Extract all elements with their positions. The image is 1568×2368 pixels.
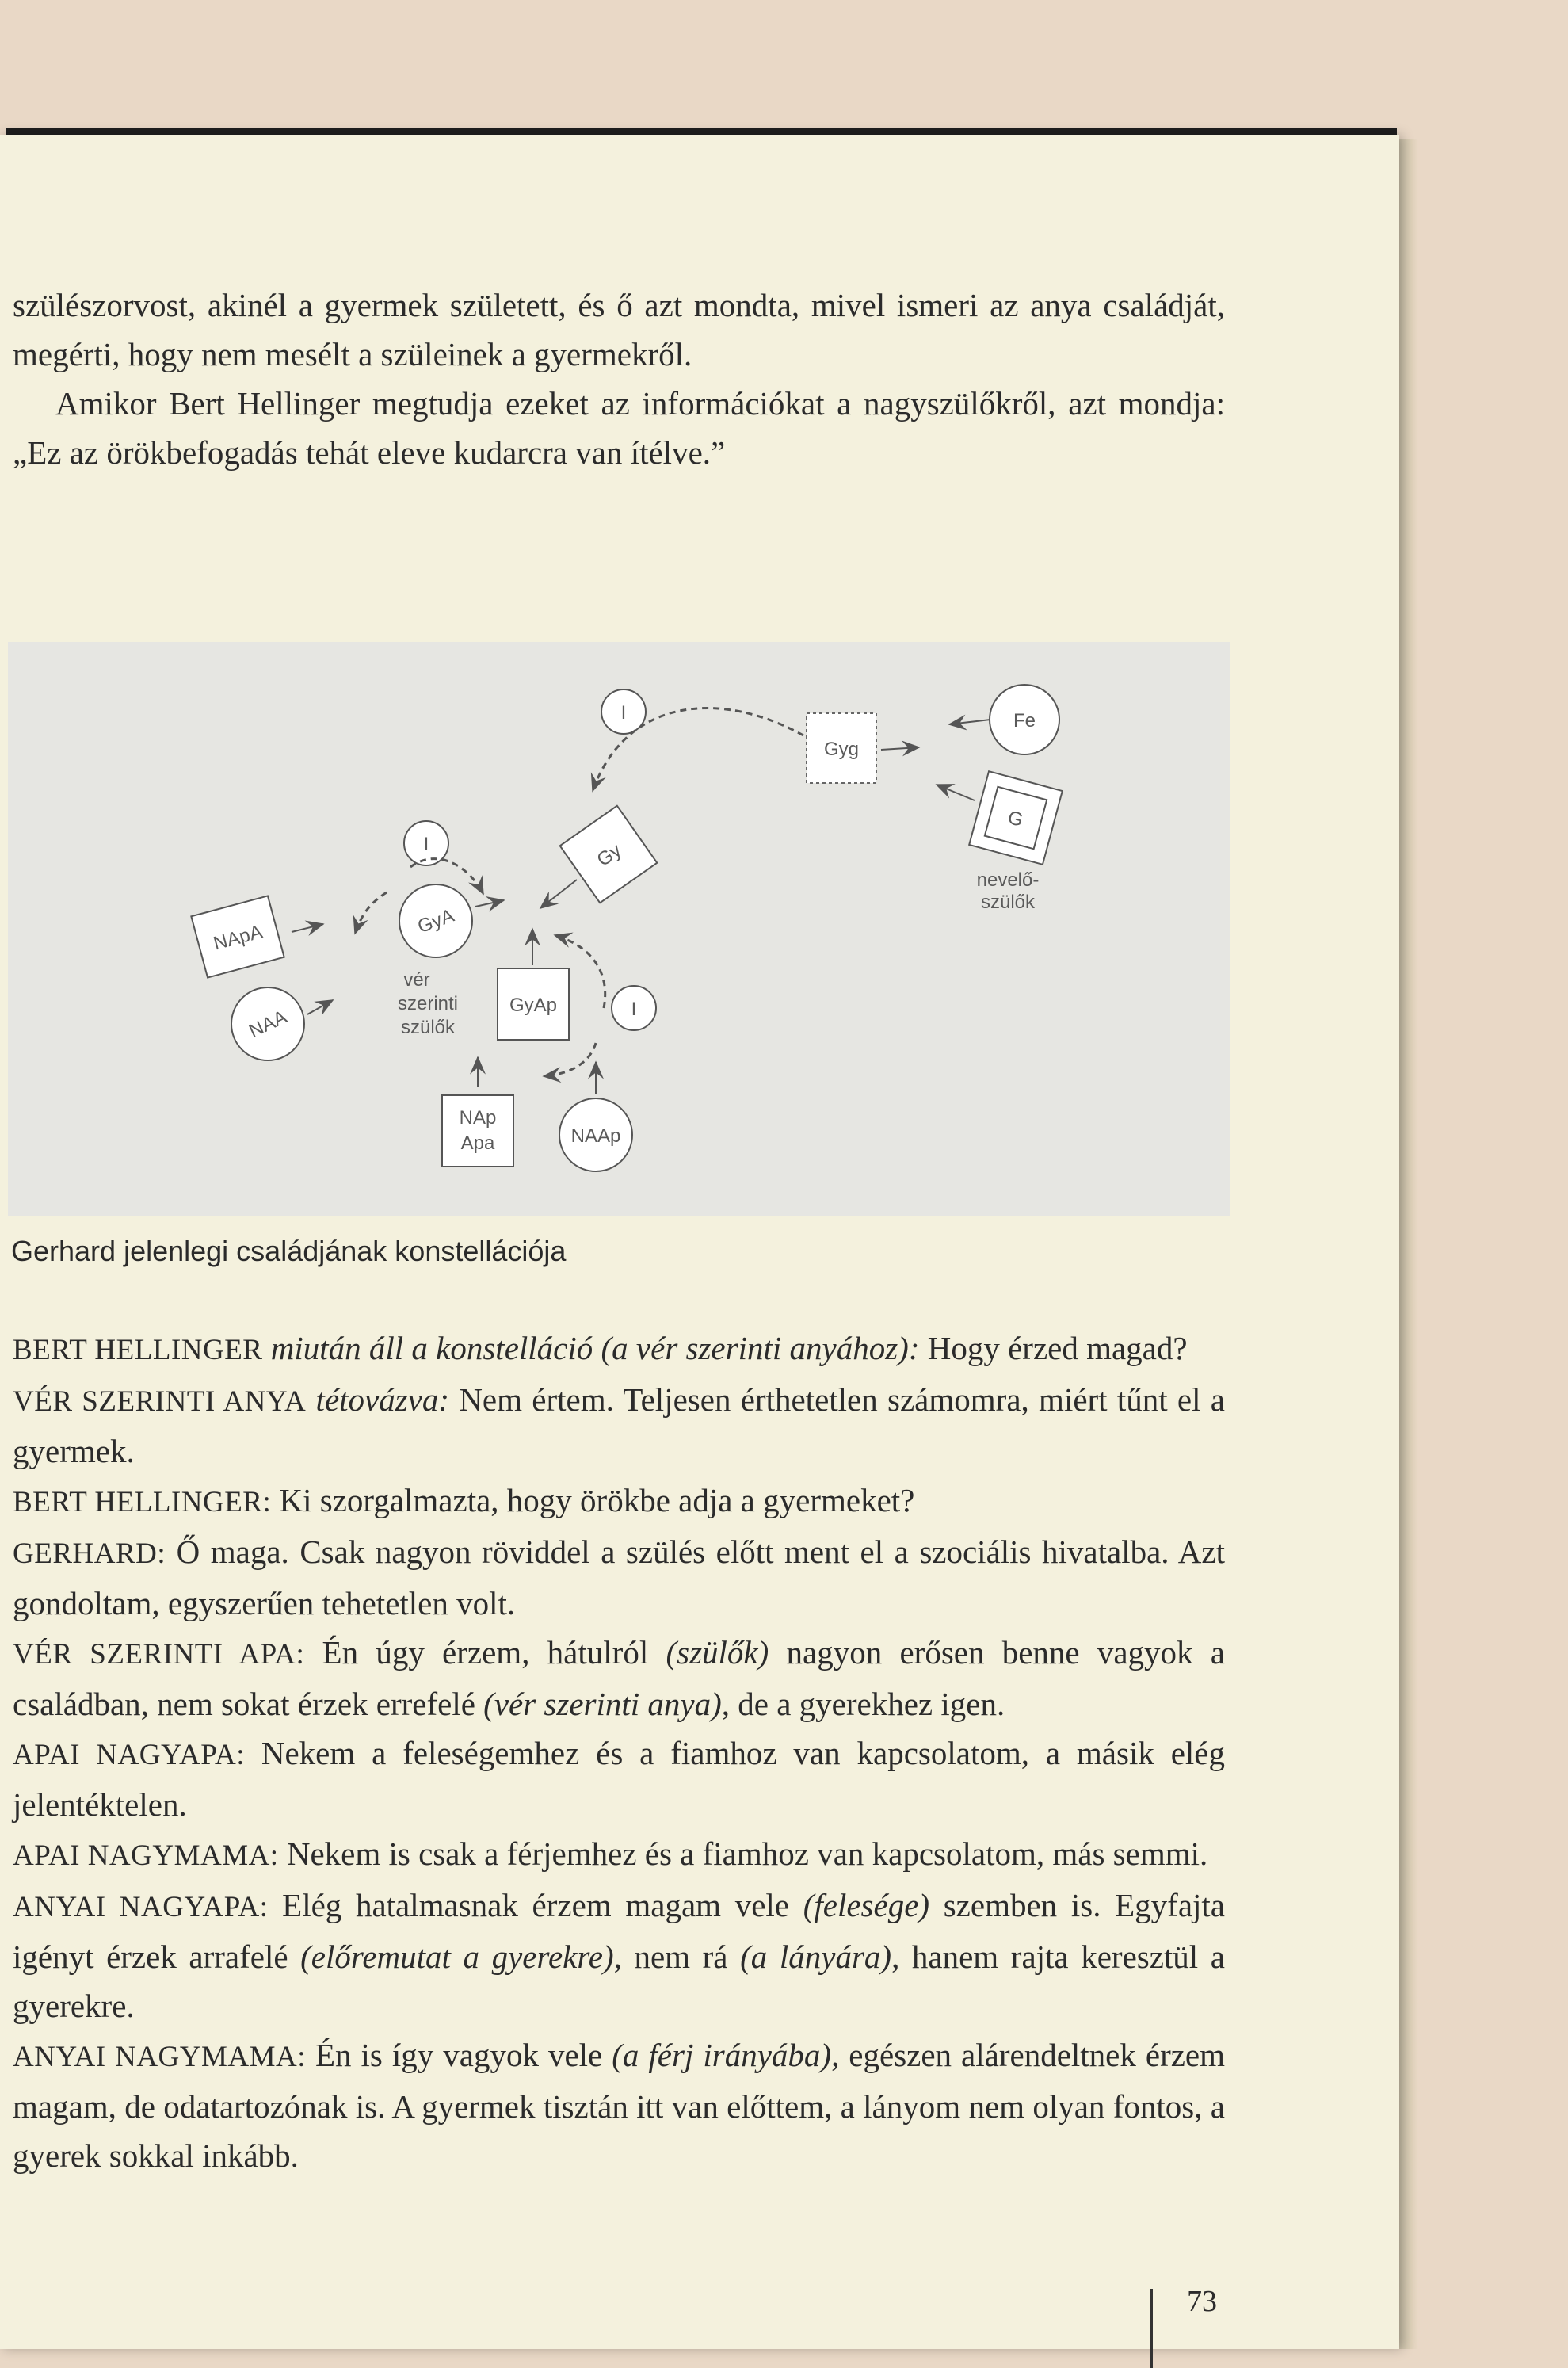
nap-label-2: Apa bbox=[460, 1132, 495, 1154]
nap-apa-square bbox=[442, 1095, 513, 1167]
dialogue bbox=[13, 1323, 1225, 2180]
gya-arrow bbox=[475, 900, 504, 907]
gy-label: Gy bbox=[593, 839, 626, 872]
dialogue-line-4 bbox=[13, 1527, 1225, 1628]
speech: , egészen alárendeltnek érzem magam, de odatartozónak is. A gyermek tisztán itt van előttem, a lányom nem olyan fontos, a gyerek sokkal inkább. bbox=[13, 2037, 1226, 2174]
gyg-label: Gyg bbox=[823, 739, 860, 760]
i-top-label: I bbox=[620, 702, 627, 724]
stage-direction: (a férj irányába) bbox=[612, 2037, 832, 2073]
dialogue-line-2 bbox=[13, 1375, 1225, 1476]
speech: Én is így vagyok vele bbox=[306, 2037, 612, 2073]
speech: Én úgy érzem, hátulról bbox=[304, 1634, 666, 1671]
stage-direction: (felesége) bbox=[803, 1887, 930, 1923]
naa-circle bbox=[231, 987, 304, 1060]
gyap-square bbox=[498, 968, 569, 1040]
speech: , nem rá bbox=[613, 1938, 741, 1975]
book-page bbox=[0, 135, 1399, 2349]
dialogue-line-8 bbox=[13, 1881, 1225, 2030]
ver-label-1: vér bbox=[403, 969, 430, 991]
stage-direction: (szülők) bbox=[666, 1634, 769, 1671]
gyg-square bbox=[807, 713, 876, 783]
speech: Hogy érzed magad? bbox=[919, 1330, 1188, 1366]
naa-label: NAA bbox=[246, 1006, 291, 1043]
speech: szemben is. Egyfajta igényt érzek arrafelé bbox=[13, 1887, 1225, 1975]
speaker: GERHARD: bbox=[13, 1537, 166, 1570]
napa-square bbox=[191, 896, 284, 977]
nevelo-label-2: szülők bbox=[980, 892, 1036, 913]
g-square bbox=[969, 771, 1063, 865]
page-edge bbox=[1399, 139, 1418, 2349]
speech: Nekem is csak a férjemhez és a fiamhoz van kapcsolatom, más semmi. bbox=[278, 1835, 1208, 1872]
intro-paragraph-1: szülészorvost, akinél a gyermek született, és ő azt mondta, mivel ismeri az anya családját, megérti, hogy nem mesélt a szüleinek a gyermekről. bbox=[13, 287, 1225, 372]
dialogue-line-6 bbox=[13, 1728, 1225, 1829]
speaker: ANYAI NAGYAPA: bbox=[13, 1891, 269, 1923]
fe-label: Fe bbox=[1013, 710, 1036, 731]
dialogue-line-7 bbox=[13, 1829, 1225, 1881]
dialogue-line-3 bbox=[13, 1476, 1225, 1527]
speaker: VÉR SZERINTI APA: bbox=[13, 1638, 305, 1671]
g-arrow bbox=[937, 785, 975, 800]
speech: Ő maga. Csak nagyon röviddel a szülés előtt ment el a szociális hivatalba. Azt gondoltam, egyszerűen tehetetlen volt. bbox=[13, 1533, 1225, 1621]
ver-label-2: szerinti bbox=[397, 993, 459, 1014]
speech: Elég hatalmasnak érzem magam vele bbox=[268, 1887, 803, 1923]
speaker: BERT HELLINGER bbox=[13, 1334, 263, 1366]
speech: Ki szorgalmazta, hogy örökbe adja a gyermeket? bbox=[271, 1482, 915, 1518]
page-number-rule bbox=[1150, 2289, 1153, 2368]
speaker: BERT HELLINGER: bbox=[13, 1486, 272, 1518]
stage-direction: (előremutat a gyerekre) bbox=[300, 1938, 614, 1975]
speech: Nem értem. Teljesen érthetetlen számomra, miért tűnt el a gyermek. bbox=[13, 1381, 1226, 1469]
speaker: ANYAI NAGYMAMA: bbox=[13, 2041, 306, 2073]
speech: nagyon erősen benne vagyok a családban, nem sokat érzek errefelé bbox=[13, 1634, 1225, 1722]
dialogue-line-5 bbox=[13, 1628, 1225, 1728]
gya-left-dashed-arrow bbox=[355, 892, 387, 934]
i-mid-circle bbox=[404, 821, 448, 865]
napa-arrow bbox=[292, 924, 323, 932]
i-right-circle bbox=[612, 986, 656, 1030]
naa-arrow bbox=[307, 1000, 333, 1014]
speech: , hanem rajta keresztül a gyerekre. bbox=[13, 1938, 1225, 2024]
figure-caption: Gerhard jelenlegi családjának konstellációja bbox=[11, 1235, 567, 1267]
diagram-svg bbox=[8, 642, 1230, 1216]
speaker: VÉR SZERINTI ANYA bbox=[13, 1385, 307, 1418]
dialogue-line-9 bbox=[13, 2030, 1225, 2180]
gy-arrow bbox=[540, 880, 577, 908]
stage-direction: (a lányára) bbox=[740, 1938, 892, 1975]
gy-square bbox=[560, 806, 658, 903]
stage-direction: miután áll a konstelláció (a vér szerinti anyához): bbox=[270, 1330, 920, 1366]
gya-circle bbox=[399, 884, 472, 957]
speech: , de a gyerekhez igen. bbox=[721, 1686, 1005, 1722]
stage-direction: tétovázva: bbox=[315, 1381, 450, 1418]
napa-label: NApA bbox=[211, 921, 265, 955]
page-number: 73 bbox=[1187, 2285, 1217, 2318]
speech: Nekem a feleségemhez és a fiamhoz van kapcsolatom, a másik elég jelentéktelen. bbox=[13, 1735, 1225, 1823]
nap-label-1: NAp bbox=[459, 1107, 497, 1129]
naap-circle bbox=[559, 1098, 632, 1171]
dialogue-line-1 bbox=[13, 1323, 1225, 1375]
i-mid-label: I bbox=[423, 834, 429, 855]
speaker: APAI NAGYMAMA: bbox=[13, 1839, 279, 1872]
gyap-label: GyAp bbox=[509, 995, 558, 1016]
gyap-lower-dashed-arrow bbox=[544, 1043, 596, 1076]
constellation-diagram bbox=[8, 642, 1230, 1216]
g-label: G bbox=[1005, 806, 1026, 831]
naap-label: NAAp bbox=[570, 1125, 621, 1147]
gya-label: GyA bbox=[414, 904, 457, 938]
intro-paragraph-2: Amikor Bert Hellinger megtudja ezeket az információkat a nagyszülőkről, azt mondja: „Ez az örökbefogadás tehát eleve kudarcra van ítélve.” bbox=[13, 385, 1225, 471]
intro-text bbox=[13, 281, 1225, 477]
nevelo-label-1: nevelő- bbox=[976, 869, 1040, 891]
stage-direction: (vér szerinti anya) bbox=[483, 1686, 722, 1722]
fe-circle bbox=[990, 685, 1059, 754]
ver-label-3: szülők bbox=[400, 1017, 456, 1038]
speaker: APAI NAGYAPA: bbox=[13, 1739, 245, 1771]
gyg-arrow bbox=[881, 747, 919, 750]
fe-arrow bbox=[949, 720, 990, 724]
i-right-label: I bbox=[631, 999, 637, 1020]
